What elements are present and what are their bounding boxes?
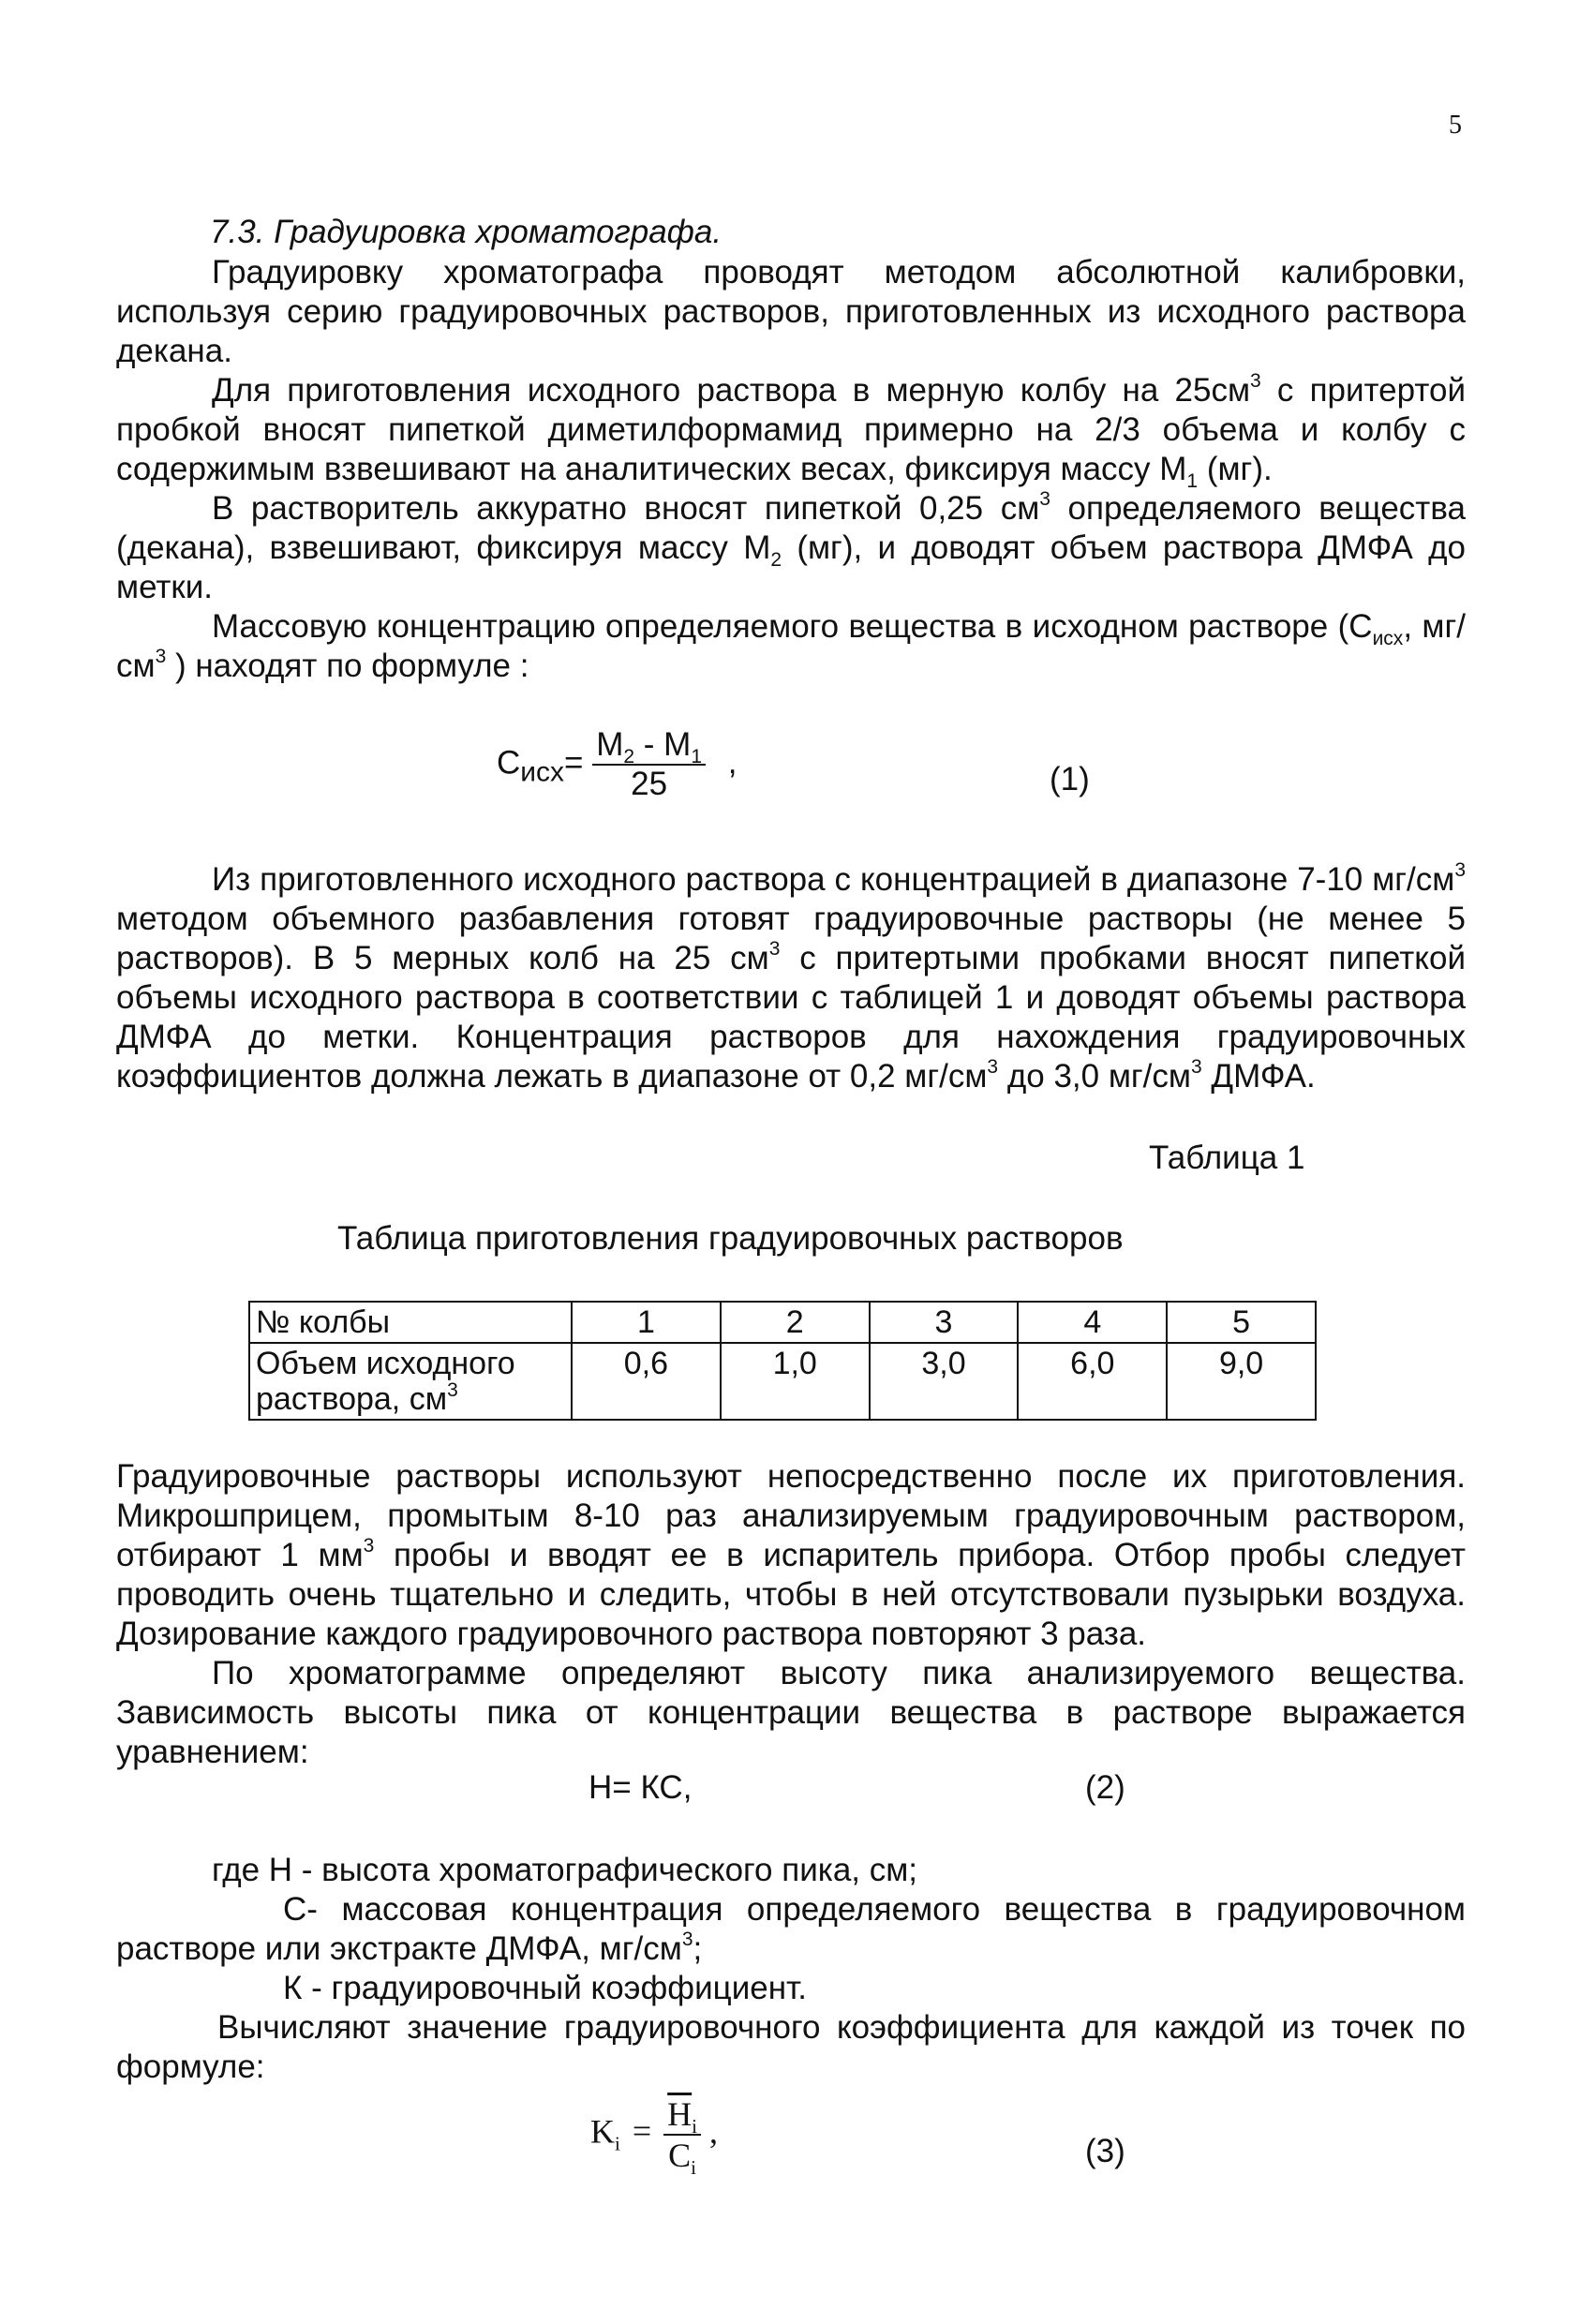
table-cell: 9,0	[1167, 1343, 1316, 1420]
formula-3: $K_i$ = $\frac{\overline{H}_i}{C_i}$ ,	[590, 2095, 718, 2180]
paragraph-mass-concentration: Массовую концентрацию определяемого вещества в исходном растворе ($С_{исх}$, $мг/см^3$ ) находят по формуле :	[116, 608, 1466, 684]
table-caption-label: Таблица 1	[1149, 1140, 1305, 1176]
paragraph-stock-preparation: Для приготовления исходного раствора в мерную колбу на $25см^3$ с притертой пробкой вносят пипеткой диметилформамид примерно на 2/3 объема и колбу с содержимым взвешивают на аналитических весах, фиксируя массу $М_1$ (мг).	[116, 370, 1467, 492]
paragraph-peak-height: По хроматограмме определяют высоту пика анализируемого вещества. Зависимость высоты пика от концентрации вещества в растворе выражается уравнением:	[116, 1655, 1466, 1770]
table-cell: 3	[870, 1302, 1019, 1343]
table-cell: 5	[1167, 1302, 1316, 1343]
table-header-flask: № колбы	[249, 1302, 572, 1343]
formula-1-fraction: $\frac{М_2 - М_1}{25}$	[592, 726, 706, 803]
formula-3-number: (3)	[1085, 2133, 1125, 2169]
table-cell: 1	[572, 1302, 721, 1343]
formula-1: $С_{исх}=$ $\frac{М_2 - М_1}{25}$ ,	[497, 726, 737, 802]
paragraph-compute-k: Вычисляют значение градуировочного коэффициента для каждой из точек по формуле:	[116, 2009, 1466, 2085]
paragraph-k-definition: К - градуировочный коэффициент.	[283, 1970, 807, 2006]
page-number: 5	[1449, 111, 1462, 140]
formula-2-number: (2)	[1085, 1769, 1125, 1806]
table-cell: 2	[721, 1302, 870, 1343]
section-title: 7.3. Градуировка хроматографа.	[210, 214, 723, 250]
formula-3-fraction: $\frac{\overline{H}_i}{C_i}$	[663, 2094, 701, 2175]
paragraph-h-definition: где Н - высота хроматографического пика, см;	[212, 1852, 918, 1888]
table-cell: 3,0	[870, 1343, 1019, 1420]
paragraph-usage: Градуировочные растворы используют непосредственно после их приготовления. Микрошприцем, промытым 8-10 раз анализируемым градуировочным раствором, отбирают 1 $мм^3$ пробы и вводят ее в испаритель прибора. Отбор пробы следует проводить очень тщательно и следить, чтобы в ней отсутствовали пузырьки воздуха. Дозирование каждого градуировочного раствора повторяют 3 раза.	[116, 1458, 1466, 1652]
table-title: Таблица приготовления градуировочных растворов	[337, 1220, 1124, 1257]
table-cell: 1,0	[721, 1343, 870, 1420]
paragraph-dilution: Из приготовленного исходного раствора с концентрацией в диапазоне 7-10 $мг/см^3$ методом объемного разбавления готовят градуировочные растворы (не менее 5 растворов). В 5 мерных колб на 25 $см^3$ с притертыми пробками вносят пипеткой объемы исходного раствора в соответствии с таблицей 1 и доводят объемы раствора ДМФА до метки. Концентрация растворов для нахождения градуировочных коэффициентов должна лежать в диапазоне от 0,2 $мг/см^3$ до 3,0 $мг/см^3$ ДМФА.	[116, 859, 1466, 1095]
table-row	[249, 1343, 1316, 1420]
table-cell: 4	[1018, 1302, 1167, 1343]
preparation-table	[248, 1301, 1317, 1421]
paragraph-c-definition: С- массовая концентрация определяемого вещества в градуировочном растворе или экстракте ДМФА, $мг/см^3$;	[116, 1891, 1466, 1967]
paragraph-calibration-method: Градуировку хроматографа проводят методом абсолютной калибровки, используя серию градуировочных растворов, приготовленных из исходного раствора декана.	[116, 254, 1466, 369]
formula-1-number: (1)	[1050, 761, 1090, 797]
paragraph-decane-addition: В растворитель аккуратно вносят пипеткой 0,25 $см^3$ определяемого вещества (декана), взвешивают, фиксируя массу $М_2$ (мг), и доводят объем раствора ДМФА до метки.	[116, 488, 1466, 605]
table-cell: 6,0	[1018, 1343, 1167, 1420]
formula-2: Н= КС,	[588, 1769, 693, 1806]
table-cell: 0,6	[572, 1343, 721, 1420]
table-header-volume: Объем исходного раствора, $см^3$	[249, 1343, 572, 1420]
table-row	[249, 1302, 1316, 1343]
